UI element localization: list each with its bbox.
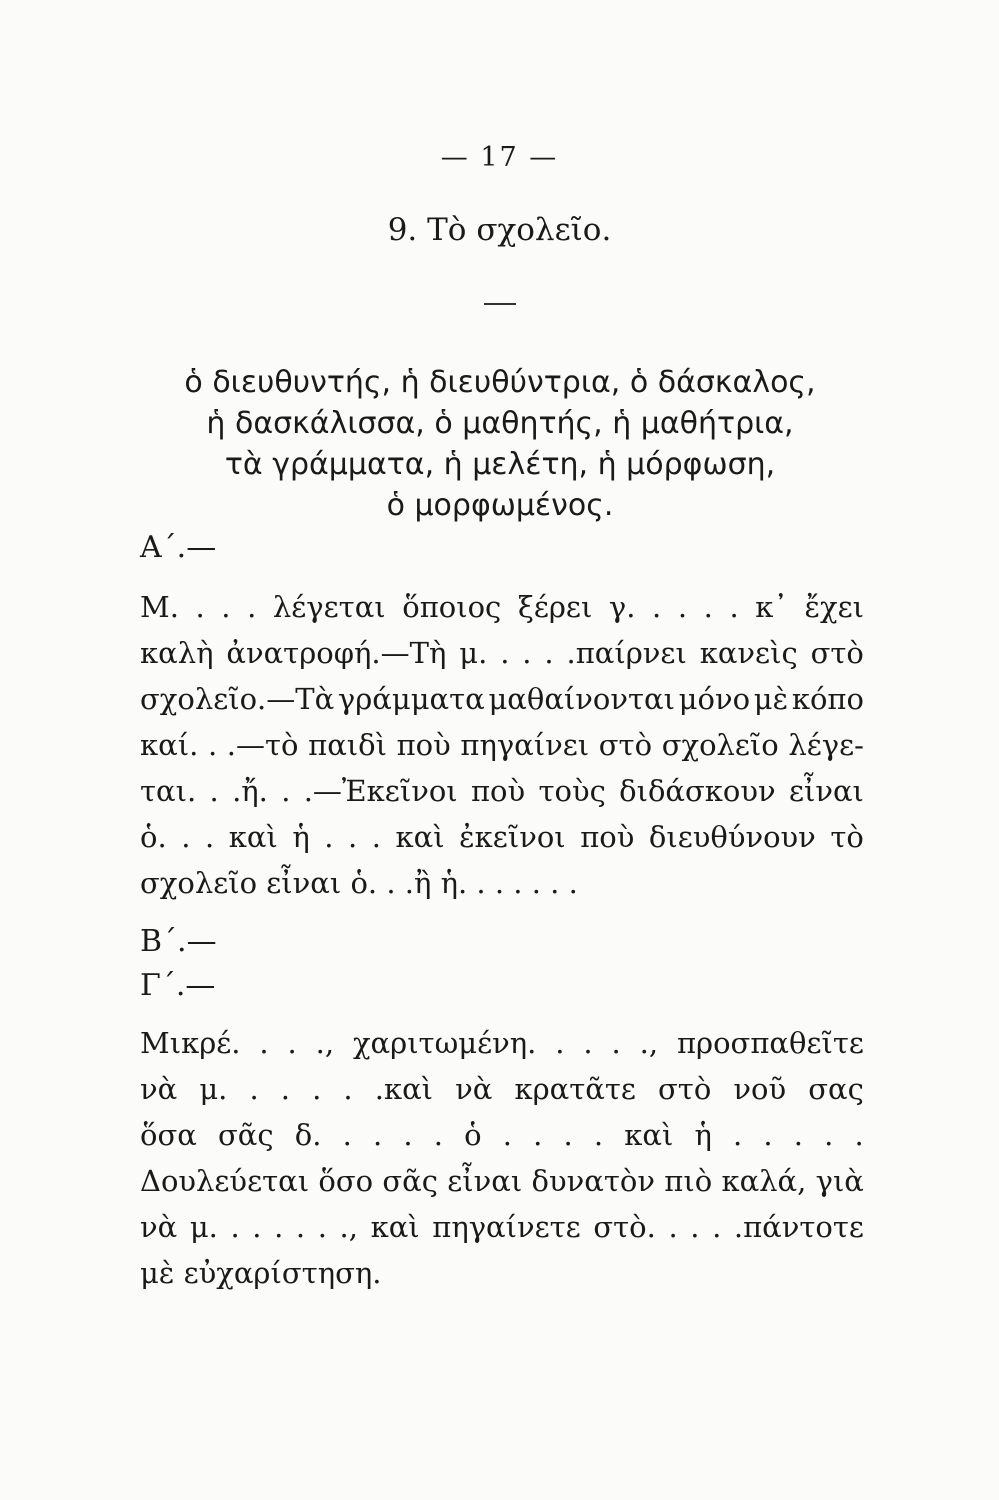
word: . bbox=[502, 1118, 512, 1152]
word: λέγεται bbox=[272, 590, 386, 624]
word: νὰ bbox=[140, 1210, 178, 1244]
word: σχολεῖο bbox=[661, 728, 779, 762]
word: . bbox=[824, 1118, 834, 1152]
word: . bbox=[373, 1118, 383, 1152]
word: . bbox=[652, 590, 662, 624]
word: μὲ bbox=[753, 682, 789, 716]
word: . bbox=[729, 590, 739, 624]
word: γ. bbox=[608, 590, 636, 624]
word: . bbox=[204, 820, 215, 854]
word: . bbox=[703, 590, 713, 624]
divider bbox=[484, 303, 516, 305]
word: στὸ. bbox=[593, 1210, 656, 1244]
word: κόπο bbox=[791, 682, 864, 716]
word: καὶ bbox=[370, 1210, 420, 1244]
word: . bbox=[252, 1210, 262, 1244]
word: .—Ἐκεῖνοι bbox=[303, 774, 458, 808]
word: . bbox=[207, 728, 218, 762]
word: . bbox=[544, 636, 554, 670]
word: . bbox=[733, 1118, 743, 1152]
word: κ᾿ bbox=[755, 590, 788, 624]
word: . bbox=[793, 1118, 803, 1152]
word: ἡ bbox=[292, 820, 310, 854]
word: .παίρνει bbox=[566, 636, 687, 670]
word: .—τὸ bbox=[226, 728, 299, 762]
word: . bbox=[403, 1118, 413, 1152]
word: . bbox=[317, 1210, 327, 1244]
word: . bbox=[249, 1072, 259, 1106]
word: σας bbox=[808, 1072, 864, 1106]
word: . bbox=[522, 636, 532, 670]
word: ὅσα bbox=[140, 1118, 197, 1152]
vocabulary-line: ἡ δασκάλισσα, ὁ μαθητής, ἡ μαθήτρια, bbox=[206, 406, 794, 441]
word: ποὺ bbox=[470, 774, 526, 808]
word: Δουλεύεται bbox=[140, 1164, 310, 1198]
word: .ἤ. bbox=[232, 774, 268, 808]
word: πηγαίνει bbox=[460, 728, 590, 762]
word: .καὶ bbox=[374, 1072, 434, 1106]
text-line bbox=[140, 1066, 864, 1112]
vocabulary-line: τὰ γράμματα, ἡ μελέτη, ἡ μόρφωση, bbox=[224, 447, 776, 482]
word: σχολεῖο.—Τὰ bbox=[140, 682, 335, 716]
section-a-text bbox=[140, 584, 864, 906]
word: γράμματα bbox=[337, 682, 485, 716]
word: μ. bbox=[199, 1072, 228, 1106]
word: ξέρει bbox=[517, 590, 593, 624]
page-number: — 17 — bbox=[440, 142, 559, 173]
word: ται. bbox=[140, 774, 197, 808]
word: ὁ. bbox=[140, 820, 167, 854]
word: νοῦ bbox=[733, 1072, 787, 1106]
word: . bbox=[342, 1118, 352, 1152]
word: παιδὶ bbox=[308, 728, 387, 762]
vocabulary-line: ὁ διευθυντής, ἡ διευθύντρια, ὁ δάσκαλος, bbox=[184, 365, 816, 400]
word: σᾶς bbox=[218, 1118, 274, 1152]
word: . bbox=[583, 1026, 593, 1060]
word: ἐκεῖνοι bbox=[459, 820, 566, 854]
word: . bbox=[712, 1210, 722, 1244]
word: . bbox=[312, 1072, 322, 1106]
word: διδάσκουν bbox=[619, 774, 776, 808]
word: . bbox=[221, 590, 231, 624]
word: καλὴ bbox=[140, 636, 214, 670]
word: . bbox=[209, 774, 219, 808]
text-line bbox=[140, 1158, 864, 1204]
word: . bbox=[195, 590, 205, 624]
word: . bbox=[181, 820, 191, 854]
word: μ. bbox=[189, 1210, 218, 1244]
word: καί. bbox=[140, 728, 199, 762]
text-line bbox=[140, 584, 864, 630]
word: .πάντοτε bbox=[733, 1210, 864, 1244]
word: στὸ bbox=[810, 636, 864, 670]
word: καὶ bbox=[395, 820, 445, 854]
word: . bbox=[690, 1210, 700, 1244]
section-c-label: Γ΄.— bbox=[140, 968, 216, 1003]
word: . bbox=[281, 774, 291, 808]
chapter-title: 9. Τὸ σχολεῖο. bbox=[387, 212, 612, 248]
word: μ. bbox=[459, 636, 488, 670]
word: πηγαίνετε bbox=[432, 1210, 581, 1244]
word: . bbox=[230, 1210, 240, 1244]
text-line bbox=[140, 1112, 864, 1158]
word: στὸ bbox=[658, 1072, 712, 1106]
word: μαθαίνονται bbox=[488, 682, 675, 716]
word: καὶ bbox=[624, 1118, 674, 1152]
section-b-label: Β΄.— bbox=[140, 924, 217, 959]
word: προσπαθεῖτε bbox=[676, 1026, 864, 1060]
word: λέγε- bbox=[788, 728, 864, 762]
word: δυνατὸν bbox=[531, 1164, 655, 1198]
word: . bbox=[593, 1118, 604, 1152]
word: πιὸ bbox=[664, 1164, 713, 1198]
text-line bbox=[140, 768, 864, 814]
word: . bbox=[348, 820, 358, 854]
word: ὅποιος bbox=[402, 590, 502, 624]
word: . bbox=[274, 1210, 284, 1244]
word: στὸ bbox=[598, 728, 653, 762]
word: . bbox=[371, 820, 381, 854]
text-line bbox=[140, 814, 864, 860]
word: . bbox=[854, 1118, 864, 1152]
word: . bbox=[763, 1118, 773, 1152]
word: σᾶς bbox=[382, 1164, 438, 1198]
word: ἡ bbox=[694, 1118, 712, 1152]
word: χαριτωμένη. bbox=[352, 1026, 537, 1060]
word: ποὺ bbox=[396, 728, 451, 762]
word: ὅσο bbox=[318, 1164, 374, 1198]
word: . bbox=[533, 1118, 543, 1152]
word: . bbox=[259, 1026, 269, 1060]
text-line bbox=[140, 1204, 864, 1250]
vocabulary-line: ὁ μορφωμένος. bbox=[386, 488, 614, 523]
word: . bbox=[295, 1210, 306, 1244]
word: ὁ bbox=[464, 1118, 482, 1152]
word: ποὺ bbox=[580, 820, 635, 854]
word: Μικρέ. bbox=[140, 1026, 241, 1060]
text-line bbox=[140, 722, 864, 768]
word: διευθύνουν bbox=[648, 820, 816, 854]
word: . bbox=[563, 1118, 573, 1152]
text-line bbox=[140, 1020, 864, 1066]
word: κρατᾶτε bbox=[514, 1072, 636, 1106]
word: . bbox=[287, 1026, 297, 1060]
word: ., bbox=[315, 1026, 335, 1060]
section-c-text bbox=[140, 1020, 864, 1296]
word: ἔχει bbox=[804, 590, 864, 624]
word: τὸ bbox=[830, 820, 864, 854]
word: μόνο bbox=[678, 682, 751, 716]
word: καλά, bbox=[721, 1164, 807, 1198]
word: κανεὶς bbox=[699, 636, 798, 670]
word: νὰ bbox=[140, 1072, 178, 1106]
word: ., bbox=[639, 1026, 659, 1060]
word: Μ. bbox=[140, 590, 179, 624]
word: . bbox=[280, 1072, 291, 1106]
word: τοὺς bbox=[538, 774, 606, 808]
text-line: μὲ εὐχαρίστηση. bbox=[140, 1256, 382, 1290]
word: γιὰ bbox=[815, 1164, 864, 1198]
text-line bbox=[140, 630, 864, 676]
word: εἶναι bbox=[788, 774, 864, 808]
word: δ. bbox=[294, 1118, 322, 1152]
word: . bbox=[555, 1026, 565, 1060]
word: εἶναι bbox=[447, 1164, 523, 1198]
word: . bbox=[500, 636, 510, 670]
word: καὶ bbox=[228, 820, 278, 854]
word: νὰ bbox=[455, 1072, 493, 1106]
word: . bbox=[677, 590, 688, 624]
section-a-label: Α΄.— bbox=[140, 530, 217, 565]
word: . bbox=[433, 1118, 443, 1152]
word: . bbox=[343, 1072, 353, 1106]
text-line: σχολεῖο εἶναι ὁ. . .ἢ ἡ. . . . . . . bbox=[140, 866, 578, 900]
vocabulary-list bbox=[140, 362, 860, 526]
word: ., bbox=[339, 1210, 358, 1244]
word: . bbox=[247, 590, 257, 624]
text-line bbox=[140, 676, 864, 722]
word: . bbox=[611, 1026, 621, 1060]
word: ἀνατροφή.—Τὴ bbox=[226, 636, 447, 670]
word: . bbox=[668, 1210, 678, 1244]
word: . bbox=[324, 820, 334, 854]
